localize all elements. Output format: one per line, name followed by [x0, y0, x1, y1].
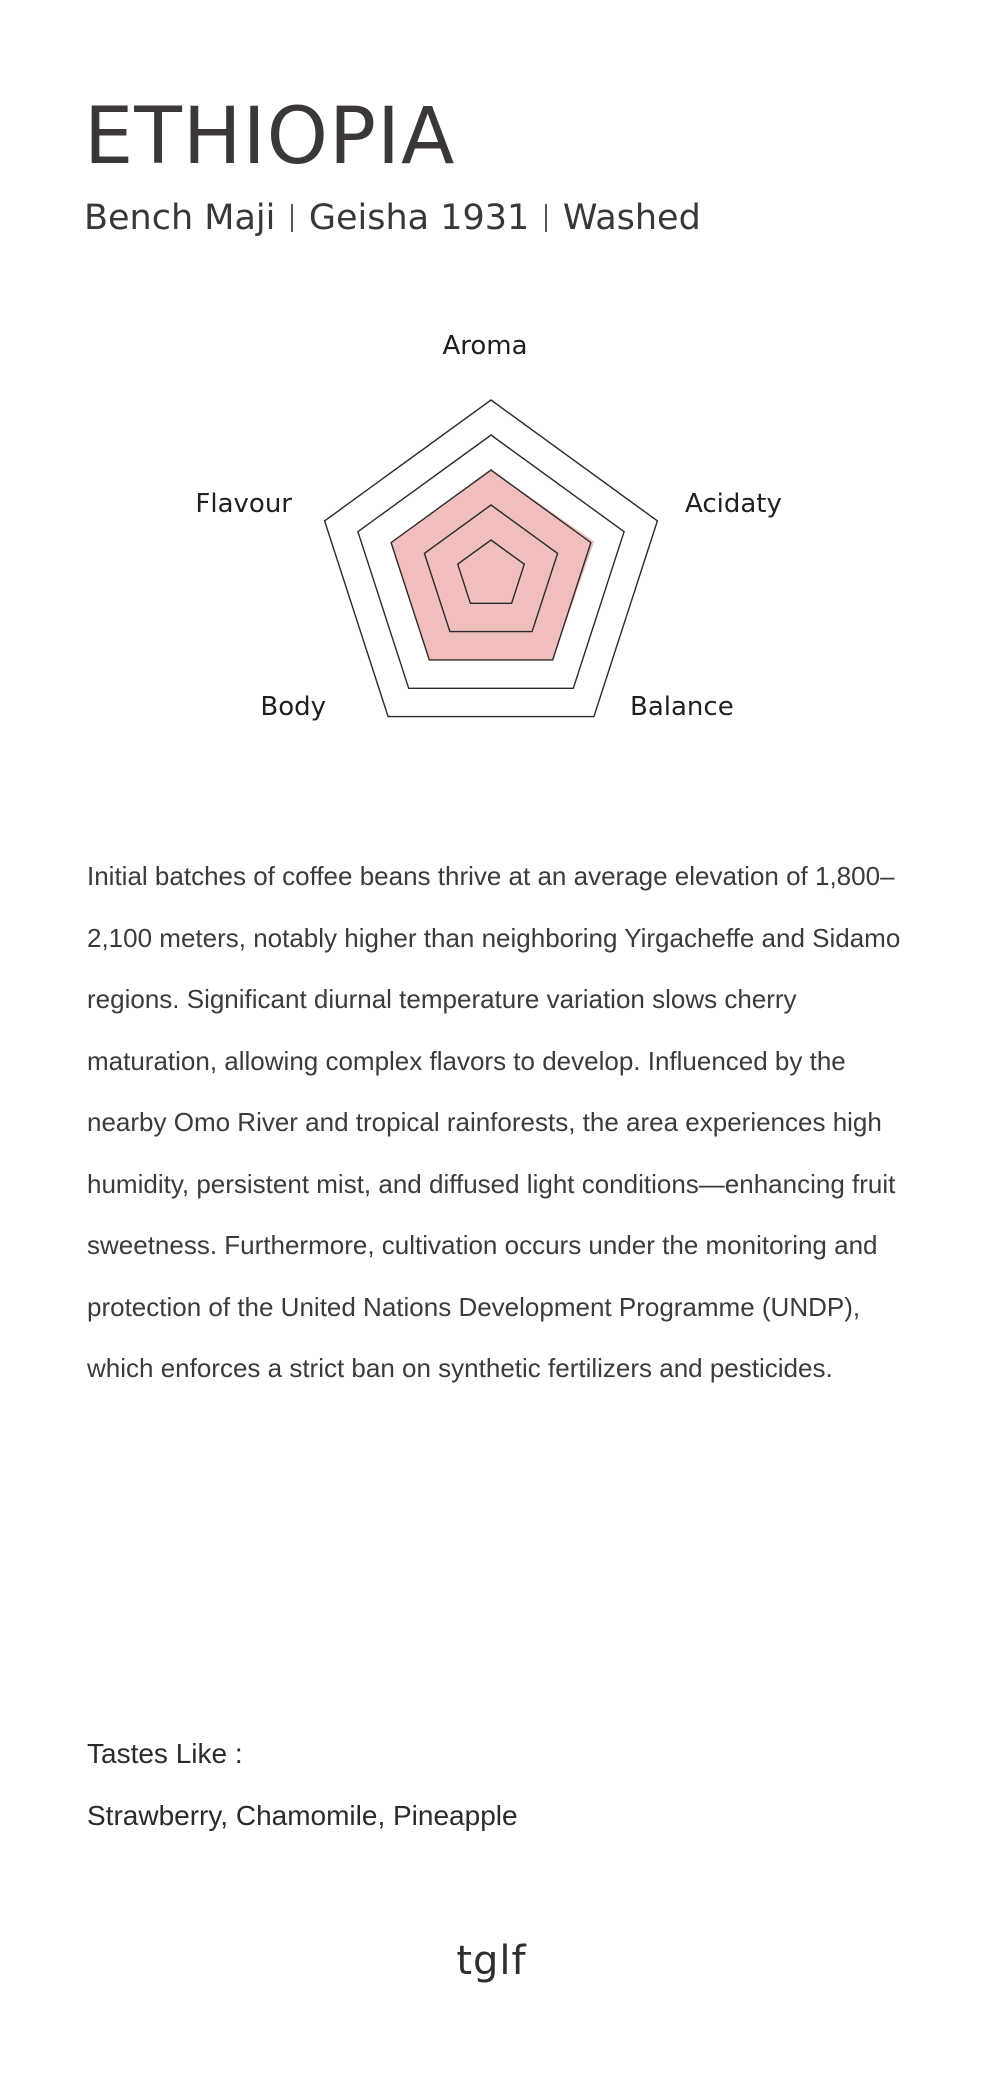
- axis-label-flavour: Flavour: [195, 489, 292, 519]
- coffee-details: [84, 198, 701, 238]
- tasting-notes: Strawberry, Chamomile, Pineapple: [87, 1800, 518, 1831]
- axis-label-acidaty: Acidaty: [685, 489, 782, 519]
- origin-description: Initial batches of coffee beans thrive at an average elevation of 1,800–2,100 meters, notably higher than neighboring Yirgacheffe and Sidamo regions. Significant diurnal temperature variation slows cherry maturation, allowing complex flavors to develop. Influenced by the nearby Omo River and tropical rainforests, the area experiences high humidity, persistent mist, and diffused light conditions—enhancing fruit sweetness. Furthermore, cultivation occurs under the monitoring and protection of the United Nations Development Programme (UNDP), which enforces a strict ban on synthetic fertilizers and pesticides.: [87, 861, 901, 1383]
- flavor-radar-chart: [0, 300, 983, 770]
- tastes-like-label: Tastes Like :: [87, 1738, 243, 1769]
- axis-label-body: Body: [260, 692, 326, 722]
- variety-label: Geisha 1931: [308, 198, 530, 238]
- brand-logo: tglf: [456, 1938, 527, 1984]
- separator: [545, 204, 547, 232]
- axis-label-aroma: Aroma: [442, 331, 528, 361]
- radar-svg: [0, 300, 983, 770]
- separator: [291, 204, 293, 232]
- country-title: ETHIOPIA: [84, 92, 456, 182]
- axis-label-balance: Balance: [630, 692, 734, 722]
- process-label: Washed: [562, 198, 701, 238]
- region-label: Bench Maji: [84, 198, 276, 238]
